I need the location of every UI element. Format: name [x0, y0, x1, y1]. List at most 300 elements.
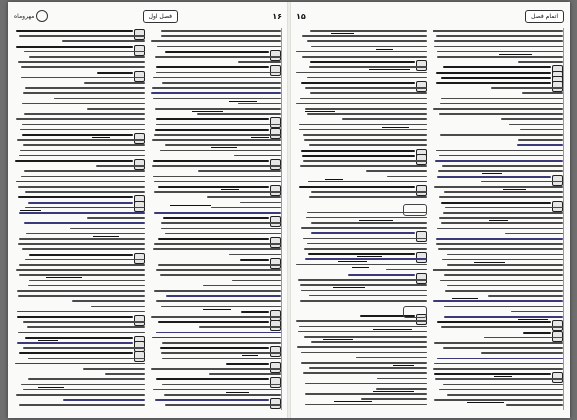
- text-line: [160, 347, 269, 349]
- text-line: [433, 368, 563, 370]
- left-page: [8, 2, 288, 418]
- text-line: [23, 144, 145, 146]
- text-line: [437, 358, 563, 360]
- text-line: [160, 274, 281, 276]
- text-line: [307, 77, 427, 79]
- text-line: [18, 243, 145, 245]
- text-line: [153, 98, 281, 100]
- text-line: [436, 150, 563, 152]
- text-line: [62, 40, 145, 42]
- entry-marker-icon: [270, 377, 281, 388]
- text-line: [307, 243, 427, 245]
- underline-mark: [20, 210, 41, 211]
- left-page-columns: [14, 28, 282, 410]
- text-line: [229, 254, 281, 256]
- text-line: [433, 269, 564, 271]
- text-line: [303, 160, 427, 162]
- text-line: [437, 176, 551, 178]
- text-line: [302, 155, 415, 157]
- text-line: [309, 196, 427, 198]
- text-line: [518, 139, 563, 141]
- text-line: [302, 56, 427, 58]
- text-line: [151, 368, 281, 370]
- text-line: [443, 384, 563, 386]
- text-line: [434, 46, 563, 48]
- text-line: [24, 113, 145, 115]
- text-line: [440, 134, 563, 136]
- text-line: [342, 118, 427, 120]
- text-line: [434, 40, 563, 42]
- text-line: [437, 56, 563, 58]
- text-line: [158, 321, 269, 323]
- text-line: [518, 61, 563, 63]
- text-line: [160, 150, 281, 152]
- underline-mark: [229, 101, 257, 102]
- text-line: [156, 124, 281, 126]
- text-line: [87, 108, 145, 110]
- text-line: [19, 35, 145, 37]
- text-line: [25, 337, 133, 339]
- text-line: [165, 233, 281, 235]
- text-line: [305, 258, 427, 260]
- entry-marker-icon: [270, 117, 281, 128]
- text-line: [505, 233, 563, 235]
- text-line: [161, 228, 281, 230]
- underline-mark: [325, 179, 343, 180]
- text-line: [386, 269, 427, 271]
- text-line: [491, 87, 563, 89]
- text-line: [433, 30, 564, 32]
- underline-mark: [359, 220, 393, 221]
- book-spread: [8, 2, 570, 418]
- text-line: [26, 233, 145, 235]
- text-line: [156, 66, 269, 68]
- text-line: [433, 300, 563, 302]
- text-line: [299, 326, 427, 328]
- text-line: [29, 254, 133, 256]
- section-box: [403, 204, 427, 216]
- entry-marker-icon: [416, 231, 427, 242]
- text-line: [308, 253, 415, 255]
- text-line: [22, 134, 133, 136]
- underline-mark: [333, 287, 365, 288]
- text-line: [304, 248, 427, 250]
- text-line: [296, 51, 427, 53]
- text-line: [25, 191, 145, 193]
- text-line: [24, 222, 145, 224]
- text-line: [153, 160, 269, 162]
- text-line: [366, 170, 427, 172]
- text-line: [305, 87, 427, 89]
- text-line: [488, 295, 563, 297]
- underline-mark: [92, 137, 110, 138]
- text-line: [301, 82, 415, 84]
- text-line: [18, 186, 145, 188]
- text-line: [91, 306, 145, 308]
- text-line: [22, 103, 145, 105]
- underline-mark: [369, 69, 410, 70]
- entry-marker-icon: [270, 65, 281, 76]
- text-line: [305, 108, 427, 110]
- text-line: [162, 384, 281, 386]
- text-line: [501, 118, 563, 120]
- text-line: [447, 394, 563, 396]
- text-line: [441, 202, 551, 204]
- text-line: [506, 404, 563, 406]
- text-line: [156, 118, 269, 120]
- text-line: [301, 290, 427, 292]
- text-line: [87, 217, 145, 219]
- brand-name: مهروماه: [14, 12, 35, 20]
- text-line: [301, 227, 427, 229]
- text-line: [444, 274, 563, 276]
- text-line: [305, 393, 427, 395]
- text-line: [361, 398, 427, 400]
- text-line: [18, 61, 145, 63]
- text-line: [203, 285, 281, 287]
- text-line: [441, 98, 563, 100]
- text-line: [156, 332, 281, 334]
- text-line: [434, 363, 563, 365]
- text-line: [434, 342, 563, 344]
- underline-mark: [203, 309, 231, 310]
- text-line: [305, 404, 427, 406]
- text-line: [151, 40, 281, 42]
- text-line: [24, 51, 145, 53]
- underline-mark: [226, 392, 249, 393]
- text-line: [311, 232, 415, 234]
- text-line: [163, 217, 269, 219]
- underline-mark: [221, 189, 239, 190]
- text-line: [437, 321, 551, 323]
- text-line: [298, 331, 427, 333]
- text-line: [151, 92, 281, 94]
- underline-mark: [503, 189, 526, 190]
- underline-mark: [352, 267, 369, 268]
- text-line: [443, 66, 551, 68]
- text-line: [296, 103, 427, 105]
- text-line: [155, 129, 269, 131]
- text-line: [436, 238, 563, 240]
- text-line: [19, 274, 145, 276]
- text-line: [445, 207, 563, 209]
- text-line: [309, 295, 427, 297]
- text-line: [300, 165, 427, 167]
- text-line: [443, 347, 563, 349]
- text-line: [155, 56, 281, 58]
- text-line: [153, 389, 281, 391]
- text-line: [303, 134, 427, 136]
- text-line: [96, 165, 145, 167]
- text-line: [444, 191, 563, 193]
- text-line: [434, 399, 563, 401]
- text-line: [300, 284, 427, 286]
- underline-mark: [452, 298, 478, 299]
- text-line: [161, 306, 281, 308]
- text-line: [301, 352, 427, 354]
- text-line: [23, 92, 145, 94]
- text-line: [440, 280, 563, 282]
- text-line: [19, 264, 145, 266]
- text-line: [435, 378, 563, 380]
- underline-mark: [170, 205, 211, 206]
- text-line: [447, 254, 563, 256]
- text-line: [434, 186, 563, 188]
- right-header-title: اتمام فصل: [525, 10, 564, 23]
- text-line: [153, 77, 281, 79]
- text-line: [155, 108, 281, 110]
- text-line: [157, 46, 281, 48]
- text-line: [311, 46, 427, 48]
- text-line: [16, 394, 145, 396]
- underline-mark: [38, 387, 64, 388]
- text-line: [296, 72, 427, 74]
- text-line: [441, 326, 563, 328]
- text-line: [438, 248, 563, 250]
- text-line: [306, 217, 427, 219]
- publisher-logo: [14, 10, 48, 22]
- underline-mark: [331, 33, 354, 34]
- text-line: [310, 92, 427, 94]
- text-line: [162, 358, 281, 360]
- text-line: [297, 346, 427, 348]
- text-line: [437, 228, 563, 230]
- text-line: [445, 290, 563, 292]
- text-line: [309, 367, 427, 369]
- section-box: [403, 306, 427, 318]
- text-line: [356, 357, 427, 359]
- text-line: [161, 352, 281, 354]
- text-line: [442, 259, 563, 261]
- text-line: [154, 290, 281, 292]
- text-line: [70, 228, 145, 230]
- text-line: [240, 202, 281, 204]
- text-line: [241, 311, 269, 313]
- text-line: [20, 150, 145, 152]
- text-line: [158, 264, 281, 266]
- text-line: [21, 66, 145, 68]
- text-line: [16, 46, 133, 48]
- text-line: [84, 82, 145, 84]
- underline-mark: [474, 262, 505, 263]
- text-line: [447, 264, 563, 266]
- text-line: [517, 144, 563, 146]
- circle-logo-icon: [36, 10, 48, 22]
- text-line: [211, 207, 281, 209]
- text-line: [156, 300, 281, 302]
- text-line: [17, 316, 133, 318]
- text-line: [447, 285, 563, 287]
- underline-mark: [211, 147, 237, 148]
- text-line: [296, 320, 427, 322]
- text-line: [311, 341, 427, 343]
- text-line: [17, 311, 145, 313]
- text-line: [155, 399, 269, 401]
- underline-mark: [376, 49, 393, 50]
- text-line: [348, 274, 415, 276]
- text-line: [28, 378, 145, 380]
- text-line: [440, 103, 563, 105]
- text-line: [300, 300, 427, 302]
- text-line: [304, 139, 427, 141]
- text-line: [28, 285, 145, 287]
- text-line: [310, 61, 415, 63]
- text-line: [162, 82, 281, 84]
- text-line: [19, 212, 145, 214]
- text-line: [21, 176, 145, 178]
- text-line: [22, 124, 145, 126]
- text-line: [207, 196, 281, 198]
- text-line: [156, 378, 269, 380]
- text-line: [436, 35, 563, 37]
- text-line: [105, 373, 145, 375]
- text-line: [481, 181, 563, 183]
- text-line: [441, 77, 551, 79]
- text-line: [311, 222, 427, 224]
- text-line: [300, 98, 427, 100]
- text-line: [154, 181, 281, 183]
- underline-mark: [305, 111, 335, 112]
- text-line: [156, 269, 281, 271]
- underline-mark: [338, 261, 367, 262]
- text-line: [301, 150, 415, 152]
- text-line: [304, 336, 427, 338]
- text-line: [25, 207, 145, 209]
- text-line: [303, 372, 427, 374]
- text-line: [511, 311, 563, 313]
- right-page: [290, 2, 570, 418]
- text-line: [15, 160, 133, 162]
- text-line: [199, 326, 281, 328]
- entry-marker-icon: [134, 351, 145, 362]
- left-page-column-left: [14, 28, 145, 410]
- text-line: [439, 196, 563, 198]
- text-line: [23, 321, 145, 323]
- text-line: [154, 134, 281, 136]
- underline-mark: [382, 127, 409, 128]
- text-line: [29, 280, 145, 282]
- text-line: [17, 139, 145, 141]
- text-line: [443, 212, 563, 214]
- text-line: [520, 129, 563, 131]
- text-line: [439, 389, 563, 391]
- text-line: [481, 352, 563, 354]
- text-line: [439, 217, 563, 219]
- underline-mark: [93, 236, 119, 237]
- underline-mark: [192, 111, 223, 112]
- text-line: [161, 30, 281, 32]
- text-line: [299, 124, 427, 126]
- text-line: [240, 259, 269, 261]
- text-line: [156, 72, 281, 74]
- text-line: [83, 368, 145, 370]
- text-line: [22, 248, 145, 250]
- text-line: [161, 35, 281, 37]
- text-line: [17, 290, 145, 292]
- text-line: [154, 243, 281, 245]
- text-line: [152, 87, 281, 89]
- text-line: [27, 326, 145, 328]
- text-line: [16, 181, 145, 183]
- text-line: [17, 342, 133, 344]
- text-line: [20, 129, 145, 131]
- text-line: [19, 238, 145, 240]
- text-line: [161, 222, 281, 224]
- text-line: [298, 279, 427, 281]
- underline-mark: [518, 319, 548, 320]
- text-line: [152, 139, 281, 141]
- text-line: [209, 373, 281, 375]
- text-line: [299, 186, 415, 188]
- text-line: [54, 98, 145, 100]
- text-line: [387, 176, 427, 178]
- text-line: [153, 248, 281, 250]
- text-line: [158, 238, 269, 240]
- text-line: [197, 113, 281, 115]
- text-line: [23, 347, 145, 349]
- text-line: [238, 61, 281, 63]
- text-line: [436, 82, 551, 84]
- text-line: [439, 155, 563, 157]
- text-line: [299, 129, 427, 131]
- text-line: [307, 40, 427, 42]
- right-page-columns: [296, 28, 564, 410]
- text-line: [198, 170, 281, 172]
- text-line: [24, 170, 145, 172]
- underline-mark: [373, 391, 414, 392]
- text-line: [433, 108, 563, 110]
- text-line: [439, 113, 563, 115]
- text-line: [438, 170, 563, 172]
- text-line: [19, 352, 133, 354]
- left-page-number: ۱۶: [272, 11, 282, 21]
- text-line: [19, 404, 145, 406]
- text-line: [444, 306, 563, 308]
- text-line: [238, 103, 281, 105]
- text-line: [21, 384, 145, 386]
- text-line: [152, 165, 281, 167]
- underline-mark: [499, 54, 532, 55]
- text-line: [63, 399, 145, 401]
- underline-mark: [46, 277, 82, 278]
- text-line: [72, 300, 145, 302]
- text-line: [296, 264, 427, 266]
- text-line: [434, 373, 551, 375]
- text-line: [522, 92, 563, 94]
- text-line: [153, 176, 281, 178]
- text-line: [509, 124, 563, 126]
- text-line: [28, 358, 145, 360]
- text-line: [377, 378, 427, 380]
- text-line: [16, 118, 145, 120]
- text-line: [436, 243, 563, 245]
- text-line: [308, 181, 427, 183]
- underline-mark: [251, 137, 269, 138]
- text-line: [309, 66, 427, 68]
- text-line: [435, 160, 563, 162]
- text-line: [158, 186, 269, 188]
- text-line: [523, 332, 551, 334]
- text-line: [166, 295, 281, 297]
- text-line: [305, 383, 427, 385]
- text-line: [151, 316, 281, 318]
- right-page-column-left: [296, 28, 427, 410]
- text-line: [97, 72, 133, 74]
- underline-mark: [373, 329, 412, 330]
- text-line: [165, 144, 281, 146]
- text-line: [310, 30, 427, 32]
- text-line: [234, 155, 281, 157]
